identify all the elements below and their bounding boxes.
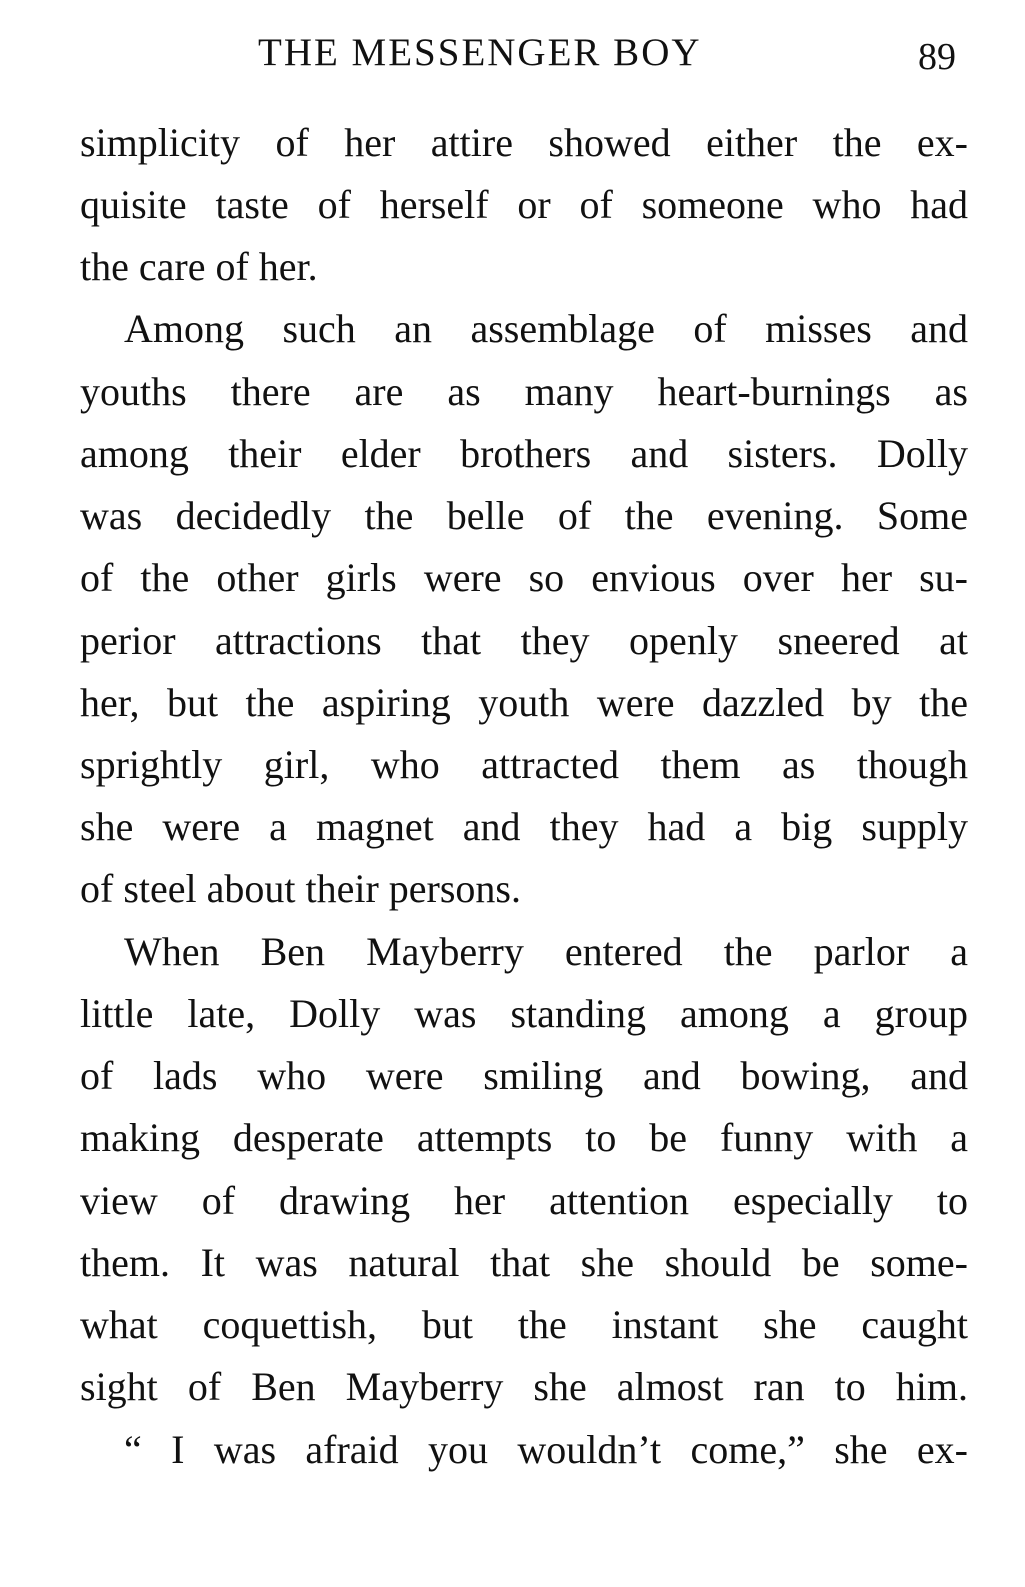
page-number: 89 [918, 36, 956, 78]
text-line: what coquettish, but the instant she caught [80, 1302, 968, 1347]
text-line: her, but the aspiring youth were dazzled by the [80, 680, 968, 725]
text-line: simplicity of her attire showed either the ex- [80, 120, 968, 165]
text-line: view of drawing her attention especially to [80, 1178, 968, 1223]
text-line: them. It was natural that she should be some- [80, 1240, 968, 1285]
text-line: of lads who were smiling and bowing, and [80, 1053, 968, 1098]
text-line: sprightly girl, who attracted them as though [80, 742, 968, 787]
text-line: making desperate attempts to be funny with a [80, 1115, 968, 1160]
text-line: was decidedly the belle of the evening. Some [80, 493, 968, 538]
text-line: of steel about their persons. [80, 866, 521, 911]
text-line: sight of Ben Mayberry she almost ran to him. [80, 1364, 968, 1409]
text-line: Among such an assemblage of misses and [124, 306, 968, 351]
text-line: “ I was afraid you wouldn’t come,” she ex- [124, 1427, 968, 1472]
running-title: THE MESSENGER BOY [258, 31, 702, 74]
text-line: of the other girls were so envious over her su- [80, 555, 968, 600]
text-line: little late, Dolly was standing among a group [80, 991, 968, 1036]
text-line: among their elder brothers and sisters. Dolly [80, 431, 968, 476]
text-line: the care of her. [80, 244, 318, 289]
text-line: quisite taste of herself or of someone who had [80, 182, 968, 227]
text-line: she were a magnet and they had a big supply [80, 804, 968, 849]
text-line: perior attractions that they openly sneered at [80, 618, 968, 663]
text-line: When Ben Mayberry entered the parlor a [124, 929, 968, 974]
text-line: youths there are as many heart-burnings as [80, 369, 968, 414]
